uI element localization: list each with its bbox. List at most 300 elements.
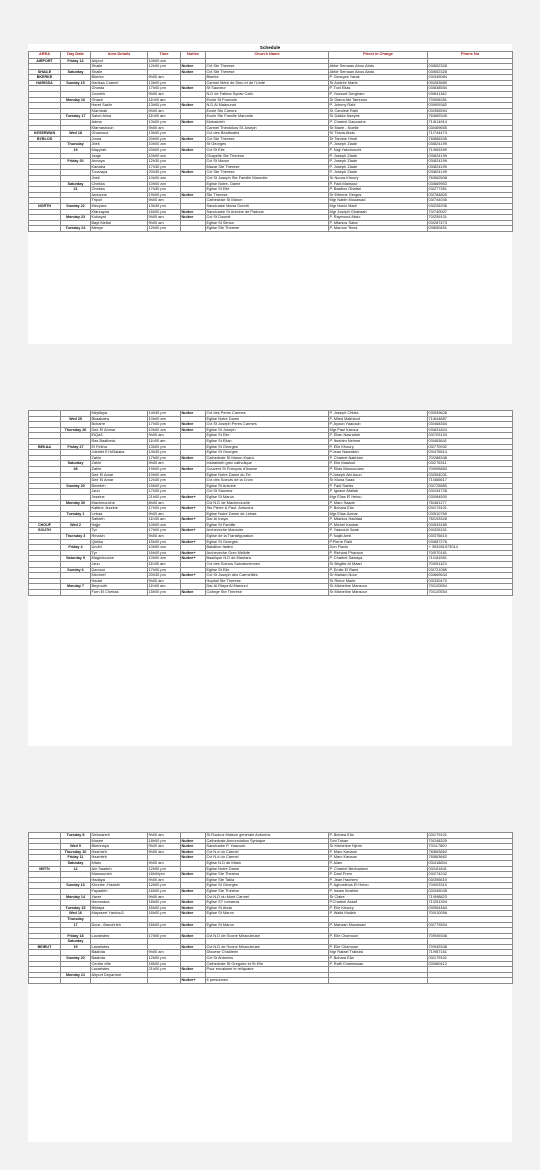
area-details-cell: Tyr [91, 550, 148, 556]
area-cell: METN [29, 866, 61, 872]
area-details-cell: Kartaba [91, 164, 148, 170]
day-date-cell: Thursday [61, 142, 91, 148]
church-name-cell: Bkerke [206, 75, 329, 81]
nuitee-cell: Nuitee+ [181, 506, 206, 512]
area-cell [29, 226, 61, 232]
priest-cell: P. Ibrahim Nehme [329, 438, 428, 444]
phone-cell: 03/287473 [428, 220, 513, 226]
day-date-cell: Sunday 6 [61, 567, 91, 573]
church-name-cell: Bataillon Italien [206, 545, 329, 551]
church-name-cell: Eglise St Famille [206, 522, 329, 528]
church-name-cell: Eglise Ste Therese [206, 872, 329, 878]
time-cell: 13h00 pm [148, 103, 181, 109]
nuitee-cell: Nuitee [181, 967, 206, 973]
area-details-cell: Hajje [91, 522, 148, 528]
priest-cell: Sr Tamine Hindi [329, 136, 428, 142]
church-name-cell: Cvt Ste Therese [206, 69, 329, 75]
nuitee-cell: Nuitee+ [181, 556, 206, 562]
nuitee-cell: Nuitee [181, 86, 206, 92]
church-name-cell: Ste Therese [206, 192, 329, 198]
church-name-cell: Chapelle Ste Therese [206, 153, 329, 159]
nuitee-cell: Nuitee [181, 888, 206, 894]
priest-cell: P. Raymond Abdo [329, 215, 428, 221]
priest-cell: Sr Tidola Abdo [329, 131, 428, 137]
column-header: Nuitee [181, 52, 206, 59]
church-name-cell: Eglise St Maron [206, 911, 329, 917]
time-cell: 9h00 am [148, 844, 181, 850]
priest-cell: P. Joseph Ziade [329, 164, 428, 170]
church-name-cell: Eglise St Elian [206, 438, 329, 444]
church-name-cell: Cvt N.D de Machmouche [206, 500, 329, 506]
time-cell: 9h00 am [148, 198, 181, 204]
day-date-cell [61, 978, 91, 984]
nuitee-cell: Nuitee [181, 911, 206, 917]
priest-cell: Mgr Paul Karouz [329, 427, 428, 433]
phone-cell: 03/476514 [428, 450, 513, 456]
nuitee-cell: Nuitee+ [181, 528, 206, 534]
area-details-cell: Hazmieh [91, 849, 148, 855]
day-date-cell: Wed 16 [61, 911, 91, 917]
time-cell: 16h00 pm [148, 209, 181, 215]
area-details-cell: Jzun [91, 489, 148, 495]
priest-cell: P. Bchara Elia [329, 833, 428, 839]
nuitee-cell: Nuitee [181, 103, 206, 109]
church-name-cell: Ecole Sts Coeurs [206, 108, 329, 114]
time-cell: 9h00 am [148, 578, 181, 584]
time-cell: 16h00 pm [148, 905, 181, 911]
priest-cell: Mgr Elias Azmar [329, 511, 428, 517]
priest-cell: Sr Micheline Mansour [329, 584, 428, 590]
phone-cell: 09/263889 [428, 80, 513, 86]
time-cell: 17h00 pm [148, 86, 181, 92]
time-cell: 10h00 am [148, 58, 181, 64]
area-details-cell: Amioune [91, 192, 148, 198]
area-details-cell: Ghosta [91, 86, 148, 92]
schedule-page-1 [28, 44, 512, 344]
phone-cell: 03/084500 [428, 494, 513, 500]
area-details-cell: Zahle [91, 466, 148, 472]
church-name-cell: 6 personnes [206, 978, 329, 984]
church-name-cell: Carmel Theotokos St Joseph [206, 125, 329, 131]
phone-cell: 03/824199 [428, 153, 513, 159]
area-details-cell: Hazmieh [91, 855, 148, 861]
area-details-cell: Jbeil [91, 175, 148, 181]
day-date-cell: Thursday 26 [61, 427, 91, 433]
time-cell: 11h00 am [148, 584, 181, 590]
priest-cell: P. Bchara Elia [329, 956, 428, 962]
phone-cell: 03/744045 [428, 198, 513, 204]
church-name-cell: Cathedrale Annonciation Syriaque [206, 838, 329, 844]
priest-cell: P. Bchara Elia [329, 506, 428, 512]
schedule-body [29, 411, 513, 596]
priest-cell: Sr Reine Marie [329, 578, 428, 584]
day-date-cell: Thursday 3 [61, 534, 91, 540]
church-name-cell: Cvt St Joseph Ste Famille Maronite [206, 175, 329, 181]
church-name-cell: Eglise St Georges [206, 883, 329, 889]
time-cell: 15h00 pm [148, 483, 181, 489]
phone-cell: 03/831824 [428, 427, 513, 433]
phone-cell [428, 978, 513, 984]
time-cell: 16h00 pm [148, 911, 181, 917]
priest-cell: P. Joseph Ziade [329, 142, 428, 148]
nuitee-cell [181, 226, 206, 232]
area-cell: BEIRUT [29, 944, 61, 950]
church-name-cell: Cvt N.D du Mont Carmel [206, 894, 329, 900]
time-cell: 10h00 am [148, 175, 181, 181]
priest-cell: Sr Caroline Rahi [329, 108, 428, 114]
day-date-cell: 12 [61, 866, 91, 872]
area-details-cell: Bkerke [91, 75, 148, 81]
priest-cell: P. Charbel Sawaya [329, 556, 428, 562]
church-name-cell: Eglise Ste Thérèse [206, 888, 329, 894]
priest-cell: P. Elie Maalouf [329, 461, 428, 467]
phone-cell: 71/744473 [428, 131, 513, 137]
time-cell: 20h30 pm [148, 170, 181, 176]
area-details-cell: Deir El Amar [91, 472, 148, 478]
area-details-cell: Bkennaya [91, 844, 148, 850]
church-name-cell: Ecole St Francois [206, 97, 329, 103]
time-cell: 9h00 am [148, 75, 181, 81]
area-details-cell: Tripoli [91, 198, 148, 204]
nuitee-cell: Nuitee [181, 170, 206, 176]
church-name-cell: Cvt St Joseph des Carmelites [206, 573, 329, 579]
church-name-cell: St Sauveur [206, 86, 329, 92]
phone-cell: 03/887276 [428, 539, 513, 545]
area-cell: HARISSA [29, 80, 61, 86]
church-name-cell: Cvt des Soeurs de la Croix [206, 478, 329, 484]
priest-cell: Sr Mariam Nour [329, 573, 428, 579]
area-details-cell: Annaya [91, 159, 148, 165]
priest-cell: Sr Noura Khoury [329, 175, 428, 181]
church-name-cell: Cvt Ste Therese [206, 136, 329, 142]
priest-cell: P. Joseph Chlela [329, 411, 428, 417]
table-row [29, 590, 513, 596]
phone-cell: 03/326151 [428, 528, 513, 534]
priest-cell: Abbe Semaan Abou Abdo [329, 64, 428, 70]
church-name-cell: Cvt St Elie [206, 148, 329, 154]
priest-cell: P.Joseph Abi Aoun [329, 472, 428, 478]
area-details-cell: Chekka [91, 181, 148, 187]
area-cell: KESERWAN [29, 131, 61, 137]
church-name-cell: Basilique N.D de Mantara [206, 556, 329, 562]
area-details-cell: Bkaakafra [91, 416, 148, 422]
church-name-cell: Cvt Ste Therese [206, 170, 329, 176]
time-cell: 9h00 am [148, 125, 181, 131]
priest-cell: P. Joseph Ziade [329, 153, 428, 159]
church-name-cell: Cvt St Antonins [206, 956, 329, 962]
priest-cell: Sr Marie - Noelle [329, 125, 428, 131]
phone-cell: 03/277351 [428, 187, 513, 193]
area-details-cell: Centre ville [91, 961, 148, 967]
priest-cell: P. Najib Amil [329, 534, 428, 540]
priest-cell: P. Issam Ibrahim [329, 888, 428, 894]
priest-cell: P. Aghostinos El Helou [329, 883, 428, 889]
priest-cell [329, 978, 428, 984]
phone-cell: 03/939628 [428, 411, 513, 417]
church-name-cell: Cvt des Soeurs Salvatoriennes [206, 562, 329, 568]
church-name-cell: Eglise Notre Dame [206, 416, 329, 422]
day-date-cell: Tuesday 24 [61, 226, 91, 232]
priest-cell: P. Naji Yakchouchi [329, 148, 428, 154]
church-name-cell: Dar Al Riaya Al Marouni [206, 584, 329, 590]
church-name-cell: N.D Al Maâounat [206, 103, 329, 109]
phone-cell: 03/394031 [428, 472, 513, 478]
nuitee-cell: Nuitee [181, 849, 206, 855]
time-cell: 11h00 am [148, 114, 181, 120]
column-header: Day Date [61, 52, 91, 59]
area-details-cell: Jzun [91, 562, 148, 568]
phone-cell: 03/652328 [428, 69, 513, 75]
schedule-body [29, 833, 513, 984]
time-cell: 10h00 am [148, 522, 181, 528]
church-name-cell: Eglise St Abda [206, 905, 329, 911]
nuitee-cell: Nuitee [181, 209, 206, 215]
day-date-cell: Monday 16 [61, 97, 91, 103]
time-cell: 10h00 am [148, 427, 181, 433]
area-details-cell: Qleiâa [91, 539, 148, 545]
priest-cell: P. Charbel Bechaalani [329, 866, 428, 872]
time-cell: 10h00 am [148, 472, 181, 478]
day-date-cell: 19 [61, 148, 91, 154]
phone-cell: 70/949348 [428, 933, 513, 939]
area-details-cell: Adma [91, 120, 148, 126]
phone-cell: 03/194728 [428, 489, 513, 495]
time-cell: 13h00 pm [148, 120, 181, 126]
area-cell: SOUTH [29, 528, 61, 534]
area-details-cell: Kfarhbab [91, 108, 148, 114]
area-cell: BYBLOS [29, 136, 61, 142]
phone-cell: 03/954464 [428, 905, 513, 911]
phone-cell: 03/395610 [428, 877, 513, 883]
phone-cell: 76/669345 [428, 114, 513, 120]
phone-cell: 03/669644 [428, 573, 513, 579]
priest-cell: Toni Tahan [329, 838, 428, 844]
schedule-table [28, 410, 513, 596]
schedule-table [28, 51, 513, 232]
church-name-cell: Eglise St Elie [206, 567, 329, 573]
area-cell [29, 590, 61, 596]
church-name-cell: Eglise St Simon [206, 220, 329, 226]
time-cell: 12h00 pm [148, 883, 181, 889]
church-name-cell: Archeveche Grec Melkite [206, 550, 329, 556]
day-date-cell: Sunday 22 [61, 203, 91, 209]
area-cell: CHOUF [29, 522, 61, 528]
area-details-cell: Tyr [91, 528, 148, 534]
time-cell: 19h00 pm [148, 466, 181, 472]
priest-cell: P. Dani Frem [329, 872, 428, 878]
day-date-cell: Wed 9 [61, 844, 91, 850]
time-cell: 9h00 am [148, 433, 181, 439]
church-name-cell: Eglise St Maron [206, 922, 329, 928]
area-details-cell: Maghdouche [91, 556, 148, 562]
priest-cell: P. Marc Kanaan [329, 855, 428, 861]
priest-cell: P. Youssef Dergham [329, 92, 428, 98]
priest-cell: P. Jean Hachem [329, 877, 428, 883]
day-date-cell: Saturday [61, 939, 91, 945]
area-cell: BEKAA [29, 444, 61, 450]
phone-cell: 03/580412 [428, 961, 513, 967]
priest-cell: Mgr Joseph Ghabash [329, 209, 428, 215]
area-details-cell: Dekwaneh [91, 833, 148, 839]
phone-cell: 03/669953 [428, 181, 513, 187]
phone-cell: 70/259101 [428, 215, 513, 221]
day-date-cell: Monday 14 [61, 894, 91, 900]
church-name-cell: Archeveche Maronite [206, 528, 329, 534]
phone-cell: 03/690451 [428, 226, 513, 232]
priest-cell: Sr Micheline Njeim [329, 844, 428, 850]
priest-cell: P. Maroun Teres [329, 226, 428, 232]
time-cell: 17h00 pm [148, 455, 181, 461]
priest-cell: P. Marwan Mouawad [329, 922, 428, 928]
priest-cell: Sr Etienne Gerges [329, 192, 428, 198]
area-details-cell: Museé [91, 838, 148, 844]
area-cell: SHAILE [29, 69, 61, 75]
column-header: Church Name [206, 52, 329, 59]
time-cell: 16h00 pm [148, 900, 181, 906]
day-date-cell: Friday 4 [61, 545, 91, 551]
phone-cell: 70/010056 [428, 911, 513, 917]
time-cell: 9h00 am [148, 461, 181, 467]
nuitee-cell: Nuitee [181, 844, 206, 850]
phone-cell: 03/226206 [428, 203, 513, 209]
church-name-cell: Cathedrale St Maron Ksara [206, 455, 329, 461]
phone-cell: 78/863662 [428, 855, 513, 861]
time-cell: 16h00pm [148, 872, 181, 878]
phone-cell: 70/740007 [428, 209, 513, 215]
time-cell: 15h00 pm [148, 539, 181, 545]
area-details-cell: Jeaje [91, 153, 148, 159]
church-name-cell: Carmel Mère de Dieu et de l'Unité [206, 80, 329, 86]
priest-cell: P. Elie Khoury [329, 444, 428, 450]
day-date-cell: Friday 13 [61, 58, 91, 64]
time-cell: 13h00 pm [148, 444, 181, 450]
time-cell: 9h00 am [148, 950, 181, 956]
nuitee-cell: Nuitee [181, 933, 206, 939]
nuitee-cell: Nuitee [181, 466, 206, 472]
area-details-cell: Baabda [91, 950, 148, 956]
priest-cell: Mgr Mario Madi [329, 203, 428, 209]
time-cell: 9h00 am [148, 534, 181, 540]
time-cell: 10h00 am [148, 545, 181, 551]
phone-cell: 76/461177 [428, 500, 513, 506]
church-name-cell: Eglise Notre Dame du Tel [206, 472, 329, 478]
priest-cell: P. Johnny Rahi [329, 103, 428, 109]
church-name-cell: Cvt N.D de l'Icone Miraculeuse [206, 933, 329, 939]
priest-cell: P. Charbel Daccache [329, 120, 428, 126]
area-details-cell: Lazaristes [91, 933, 148, 939]
area-details-cell: Bcharre [91, 422, 148, 428]
phone-cell: 03/469655 [428, 125, 513, 131]
area-details-cell: Lazaristes [91, 967, 148, 973]
church-name-cell: Cvt des Peres Carmes [206, 411, 329, 417]
priest-cell: P. Walid Mallah [329, 911, 428, 917]
nuitee-cell: Nuitee [181, 944, 206, 950]
time-cell: 14h30 pm [148, 450, 181, 456]
area-details-cell: Jbeil [91, 142, 148, 148]
area-details-cell: Ain Saadeh [91, 866, 148, 872]
priest-cell: P. Joseph Ziade [329, 170, 428, 176]
phone-cell: 71/614914 [428, 120, 513, 126]
phone-cell: 70/288348 [428, 455, 513, 461]
time-cell: 9h00 am [148, 108, 181, 114]
phone-cell: 03/533189 [428, 522, 513, 528]
area-details-cell: Mayyrah [91, 148, 148, 154]
church-name-cell: Pour encaisser le reliquaire [206, 967, 329, 973]
time-cell: 9h00 am [148, 877, 181, 883]
area-details-cell: Bayt Mellat [91, 220, 148, 226]
schedule-page-3 [28, 832, 512, 1142]
phone-cell: 70/003310 [428, 883, 513, 889]
day-date-cell: Monday 7 [61, 584, 91, 590]
phone-cell: 03/355594 [428, 108, 513, 114]
area-details-cell: Lebaa [91, 511, 148, 517]
nuitee-cell: Nuitee [181, 590, 206, 596]
nuitee-cell: Nuitee [181, 148, 206, 154]
table-row [29, 978, 513, 984]
church-name-cell: Diocese Chaldeen [206, 950, 329, 956]
area-details-cell: Kobayat [91, 215, 148, 221]
area-details-cell: Mechref [91, 573, 148, 579]
area-details-cell: Jezzine [91, 494, 148, 500]
priest-cell: Mgr Rafael Trabulsi [329, 950, 428, 956]
day-date-cell: 21 [61, 187, 91, 193]
priest-cell: P. Alam [329, 860, 428, 866]
time-cell: 21h00 pm [148, 494, 181, 500]
day-date-cell: 19 [61, 944, 91, 950]
church-name-cell: Eglise Ste Takla [206, 877, 329, 883]
priest-cell: P. Raffi Chanessian [329, 961, 428, 967]
day-date-cell: Monday 21 [61, 972, 91, 978]
column-header: Phone No [428, 52, 513, 59]
nuitee-cell: Nuitee [181, 455, 206, 461]
phone-cell: 03/784800 [428, 192, 513, 198]
time-cell: 12h00 pm [148, 64, 181, 70]
area-details-cell: Mtain [91, 860, 148, 866]
church-name-cell: College Ste Therese [206, 590, 329, 596]
time-cell: 16h00 pm [148, 888, 181, 894]
area-details-cell: Bmeileh [91, 483, 148, 489]
church-name-cell: N.D de Fatima Syriac Cath. [206, 92, 329, 98]
area-details-cell: Shaile [91, 69, 148, 75]
area-details-cell: Hadat [91, 578, 148, 584]
phone-cell: 03/468354 [428, 422, 513, 428]
church-name-cell: Eglise St Elie [206, 187, 329, 193]
church-name-cell: Ecole Ste Famille Maronite [206, 114, 329, 120]
church-name-cell: Dar Al Inaya [206, 517, 329, 523]
area-details-cell: Hammana [91, 900, 148, 906]
time-cell: 9h00 am [148, 220, 181, 226]
day-date-cell: Sunday 13 [61, 883, 91, 889]
day-date-cell [61, 590, 91, 596]
time-cell: 19h00 pm [148, 192, 181, 198]
church-name-cell: Eglise ST romanos [206, 900, 329, 906]
church-name-cell: Eglise Notre Dame [206, 866, 329, 872]
column-header: Priest in Charge [329, 52, 428, 59]
church-name-cell: Hopital Ste Therese [206, 578, 329, 584]
nuitee-cell: Nuitee [181, 922, 206, 928]
area-details-cell: Hadaya [91, 877, 148, 883]
day-date-cell: Saturday [61, 461, 91, 467]
area-details-cell: Deir El Amar [91, 478, 148, 484]
time-cell: 21h00 pm [148, 967, 181, 973]
phone-cell: 70/120554 [428, 584, 513, 590]
priest-cell: P. Richard Pharaon [329, 550, 428, 556]
area-details-cell: Mezyara [91, 203, 148, 209]
phone-cell: 03/770932 [428, 444, 513, 450]
time-cell: 11h00 am [148, 517, 181, 523]
phone-cell: 03/773504 [428, 922, 513, 928]
day-date-cell: Wed 18 [61, 131, 91, 137]
